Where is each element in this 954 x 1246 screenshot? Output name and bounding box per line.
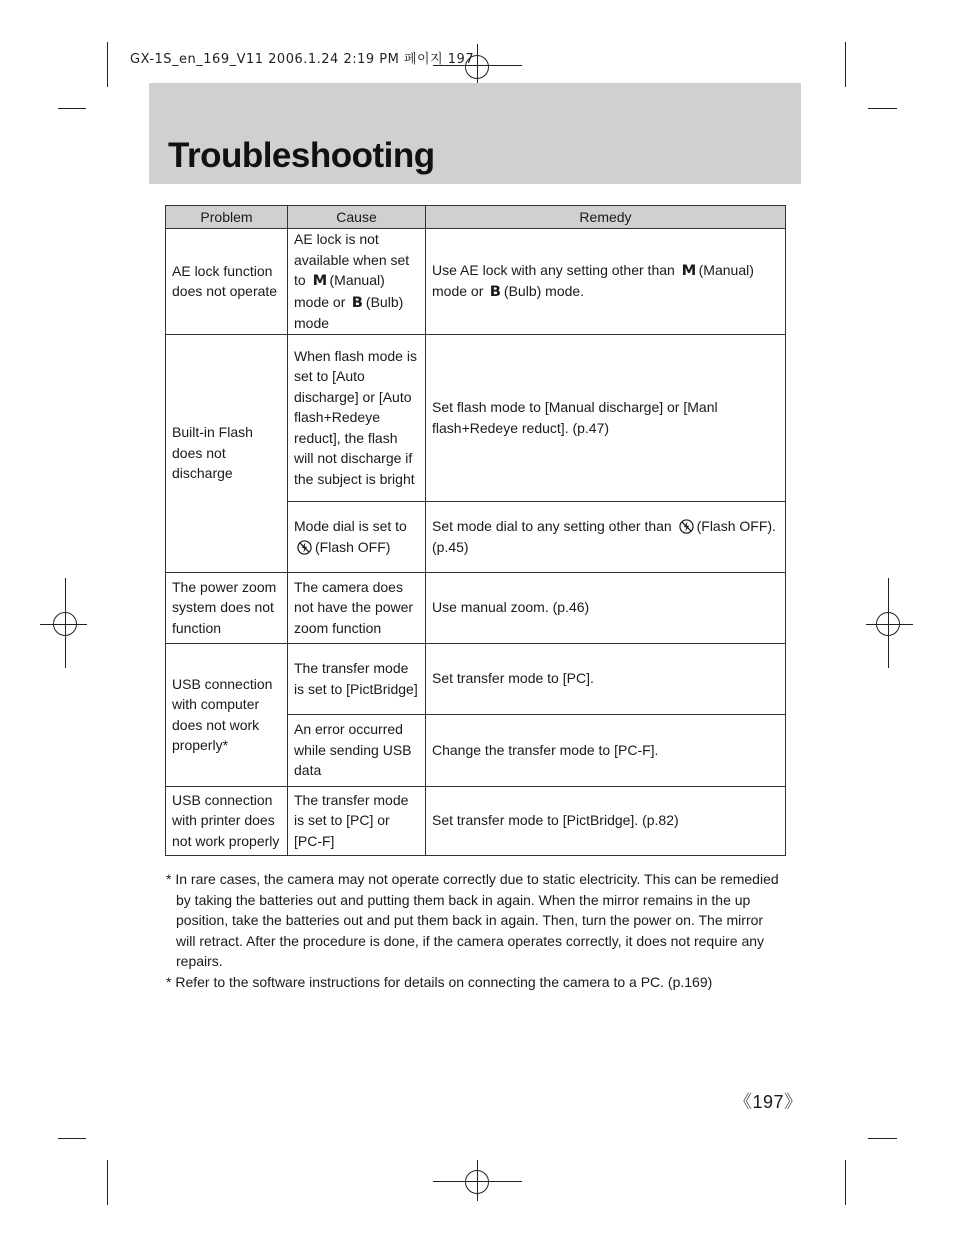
page-number: 《197》 (734, 1092, 803, 1112)
manual-mode-icon: M (681, 262, 696, 279)
footnote-static-electricity: * In rare cases, the camera may not operate correctly due to static electricity. This can be remedied by taking the batteries out and putting them back in again. When the mirror remains in the up position, take the batteries out and put them back in again. Then, turn the power on. The mirror will retract. After the procedure is done, if the camera operates correctly, it does not require any repairs. (166, 871, 779, 969)
table-row (166, 643, 786, 714)
troubleshooting-table (165, 205, 786, 856)
cause-cell: The camera does not have the power zoom function (288, 572, 426, 643)
remedy-cell: Use AE lock with any setting other than M (Manual) mode or B (Bulb) mode. (426, 229, 786, 335)
problem-cell: Built-in Flash does not discharge (166, 334, 288, 572)
problem-cell: AE lock function does not operate (166, 229, 288, 335)
remedy-cell: Set flash mode to [Manual discharge] or [Manl flash+Redeye reduct]. (p.47) (426, 334, 786, 501)
bulb-mode-icon: B (489, 284, 502, 301)
remedy-cell: Use manual zoom. (p.46) (426, 572, 786, 643)
cause-cell: Mode dial is set to (Flash OFF) (288, 501, 426, 572)
column-header-problem: Problem (166, 206, 288, 229)
column-header-remedy: Remedy (426, 206, 786, 229)
remedy-cell: Set transfer mode to [PC]. (426, 643, 786, 714)
table-row (166, 786, 786, 855)
cause-cell: AE lock is not available when set to M (Manual) mode or B (Bulb) mode (288, 229, 426, 335)
problem-cell: USB connection with computer does not work properly* (166, 643, 288, 786)
footnote-software-instructions: * Refer to the software instructions for details on connecting the camera to a PC. (p.169) (166, 974, 713, 990)
problem-cell: USB connection with printer does not work properly (166, 786, 288, 855)
bulb-mode-icon: B (351, 294, 364, 311)
column-header-cause: Cause (288, 206, 426, 229)
table-row (166, 334, 786, 501)
cause-cell: The transfer mode is set to [PC] or [PC-F] (288, 786, 426, 855)
cause-cell: When flash mode is set to [Auto discharge] or [Auto flash+Redeye reduct], the flash will not discharge if the subject is bright (288, 334, 426, 501)
flash-off-icon (679, 519, 694, 534)
flash-off-icon (297, 540, 312, 555)
table-row (166, 572, 786, 643)
table-row (166, 229, 786, 335)
page-title: Troubleshooting (168, 136, 435, 175)
problem-cell: The power zoom system does not function (166, 572, 288, 643)
print-slug: GX-1S_en_169_V11 2006.1.24 2:19 PM 페이지 197 (130, 52, 475, 67)
table-header-row (166, 206, 786, 229)
remedy-cell: Set mode dial to any setting other than (Flash OFF). (p.45) (426, 501, 786, 572)
cause-cell: The transfer mode is set to [PictBridge] (288, 643, 426, 714)
remedy-cell: Change the transfer mode to [PC-F]. (426, 714, 786, 786)
cause-cell: An error occurred while sending USB data (288, 714, 426, 786)
manual-mode-icon: M (312, 273, 327, 289)
remedy-cell: Set transfer mode to [PictBridge]. (p.82) (426, 786, 786, 855)
